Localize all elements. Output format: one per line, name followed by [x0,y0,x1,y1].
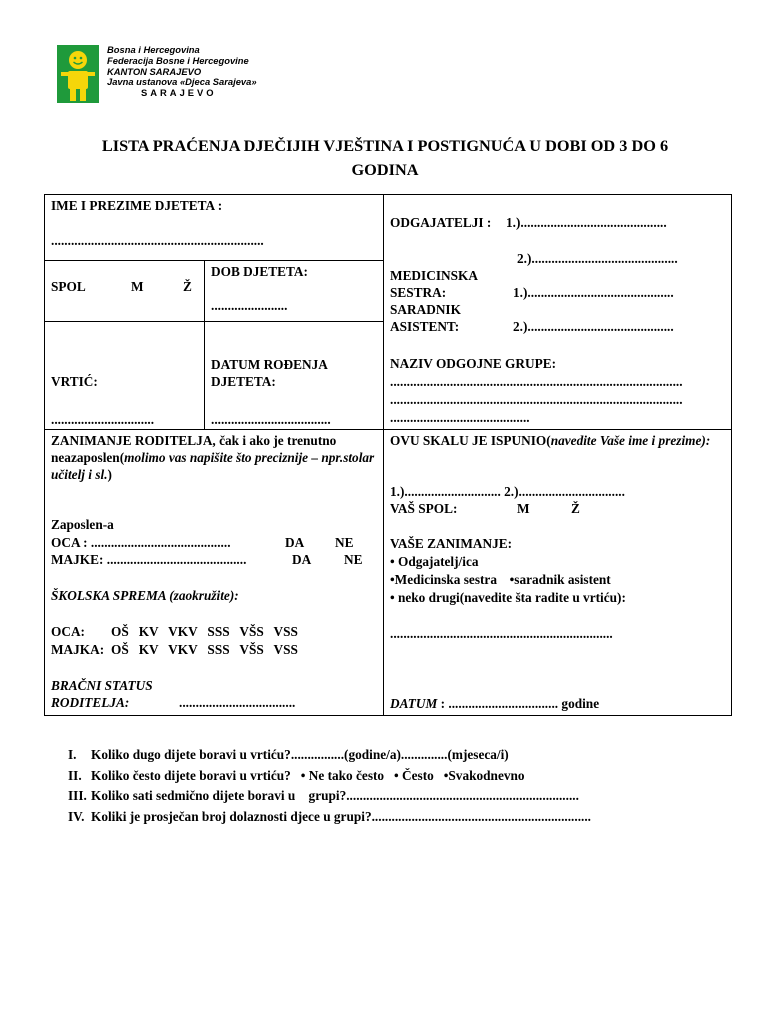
spol-label: SPOL [51,279,86,294]
child-info-form [44,194,732,716]
zanimanje-note: molimo vas napišite što preciznije – npr.stolar učitelj i sl. [51,450,375,482]
question-number: I. [68,747,77,762]
title-line: LISTA PRAĆENJA DJEČIJIH VJEŠTINA I POSTIGNUĆA U DOBI OD 3 DO 6 [101,136,669,155]
majke-ne-option[interactable]: NE [344,552,363,567]
skolska-majka-options[interactable]: OŠ KV VKV SSS VŠS VSS [111,642,298,657]
option-odgajatelj[interactable]: • Odgajatelj/ica [390,554,479,569]
vrtic-cell [45,322,205,430]
question-number: II. [68,767,82,783]
majke-label: MAJKE: [51,552,104,567]
med-sestra-label: MEDICINSKA SESTRA: [390,268,478,300]
option-med-sestra[interactable]: •Medicinska sestra [390,572,497,587]
title-line: GODINA [351,160,419,179]
majke-da-option[interactable]: DA [292,552,312,567]
skolska-sprema-label: ŠKOLSKA SPREMA (zaokružite): [51,588,239,603]
logo-line: Javna ustanova «Djeca Sarajeva» [107,76,257,88]
parents-cell [45,430,384,716]
naziv-grupe-label: NAZIV ODGOJNE GRUPE: [390,356,556,371]
bracni-status-field[interactable]: ................................... [179,695,296,710]
datum-label: DATUM [390,696,438,711]
skolska-oca-options[interactable]: OŠ KV VKV SSS VŠS VSS [111,624,298,639]
zanimanje-label: ZANIMANJE RODITELJA, čak i ako je trenutno neazaposlen( [51,433,337,465]
ispunio-field[interactable]: 1.)............................. 2.)................................ [390,484,625,499]
child-name-field[interactable]: ................................................................ [51,233,264,248]
datum-rodjenja-label: DATUM ROĐENJA DJETETA: [211,357,328,389]
oca-field[interactable]: .......................................... [90,535,231,550]
child-name-label: IME I PREZIME DJETETA : [51,198,223,213]
option-neko-drugi[interactable]: • neko drugi(navedite šta radite u vrtiću): [390,590,626,605]
logo-line: KANTON SARAJEVO [107,65,202,77]
vrtic-label: VRTIĆ: [51,374,98,389]
question-item [68,786,591,807]
logo-text [107,45,257,99]
skolska-majka-label: MAJKA: [51,642,105,657]
question-text[interactable]: Koliko sati sedmično dijete boravi u grupi?...................................................................... [91,788,579,803]
med-sestra-field[interactable]: 1.)............................................ [513,285,674,300]
question-number: IV. [68,808,85,824]
zanimanje-close: ) [107,467,112,482]
spol-z-option[interactable]: Ž [183,279,192,294]
spol-m-option[interactable]: M [131,279,144,294]
staff-cell [384,195,732,430]
vrtic-field[interactable]: ............................... [51,412,155,427]
dob-field[interactable]: ....................... [211,298,288,313]
datum-field[interactable]: : ................................. godine [440,696,600,711]
logo-icon [57,45,99,103]
odgajatelji-label: ODGAJATELJI : [390,215,492,230]
question-text[interactable]: Koliki je prosječan broj dolaznosti djece u grupi?.................................................................. [91,808,591,824]
vas-spol-m-option[interactable]: M [517,501,530,516]
oca-da-option[interactable]: DA [285,535,305,550]
ispunio-text [390,432,725,449]
saradnik-label: SARADNIK ASISTENT: [390,302,461,334]
vas-spol-label: VAŠ SPOL: [390,501,458,516]
naziv-grupe-line[interactable]: ........................................................................................ [390,392,683,407]
ispunio-label: OVU SKALU JE ISPUNIO( [390,433,551,448]
datum-rodjenja-field[interactable]: .................................... [211,412,331,427]
skolska-oca-label: OCA: [51,624,85,639]
drugo-field[interactable]: ................................................................... [390,626,613,641]
bracni-status-label: BRAČNI STATUS RODITELJA: [51,678,153,710]
question-item [68,807,591,828]
odgajatelj-1-field[interactable]: 1.)............................................ [506,215,667,230]
saradnik-field[interactable]: 2.)............................................ [513,319,674,334]
ispunio-note: navedite Vaše ime i prezime): [550,433,711,448]
zanimanje-text [51,432,376,483]
logo-line: Bosna i Hercegovina [107,44,200,55]
odgajatelj-2-field[interactable]: 2.)............................................ [517,251,678,266]
question-item [68,745,591,766]
naziv-grupe-line[interactable]: .......................................... [390,410,530,425]
zaposlen-label: Zaposlen-a [51,517,114,532]
question-item [68,766,591,787]
respondent-cell [384,430,732,716]
spol-cell [45,261,205,322]
question-number: III. [68,788,87,803]
questions-list [68,745,591,827]
vase-zanimanje-label: VAŠE ZANIMANJE: [390,536,513,551]
dob-cell [205,261,384,322]
dob-label: DOB DJETETA: [211,264,308,279]
question-text[interactable]: Koliko dugo dijete boravi u vrtiću?................(godine/a)..............(mjeseca/i) [91,747,509,762]
datum-rodjenja-cell [205,322,384,430]
question-text[interactable]: Koliko često dijete boravi u vrtiću? • Ne tako često • Često •Svakodnevno [91,767,525,783]
majke-field[interactable]: .......................................... [106,552,247,567]
child-name-cell [45,195,384,261]
option-saradnik[interactable]: •saradnik asistent [509,572,611,587]
oca-ne-option[interactable]: NE [335,535,354,550]
logo-city: SARAJEVO [141,87,217,99]
oca-label: OCA : [51,535,88,550]
logo-line: Federacija Bosne i Hercegovine [107,54,249,66]
child-figure-sun-logo [57,45,99,103]
vas-spol-z-option[interactable]: Ž [571,501,580,516]
naziv-grupe-line[interactable]: ........................................................................................ [390,374,683,389]
page-title [40,134,730,182]
